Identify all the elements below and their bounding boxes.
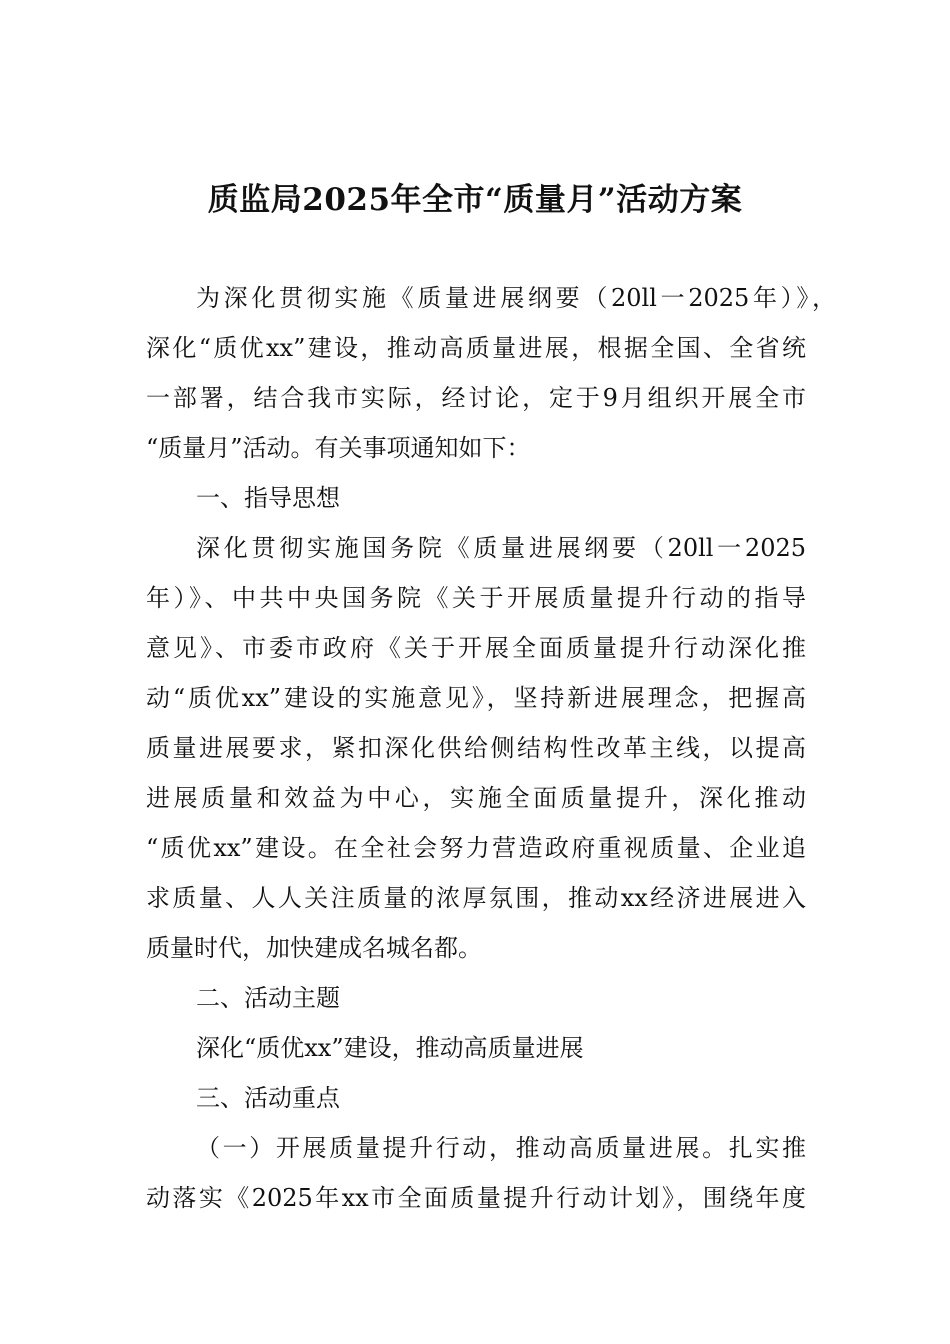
text-line: 质量时代，加快建成名城名都。 [146, 934, 482, 962]
text-line: （一）开展质量提升行动，推动高质量进展。扎实推 [196, 1134, 806, 1162]
text-line: 为深化贯彻实施《质量进展纲要（20ll一2025年）》， [196, 284, 836, 312]
text-line: 动落实《2025年xx市全面质量提升行动计划》，围绕年度 [146, 1184, 806, 1212]
section-heading: 一、指导思想 [196, 484, 340, 512]
text-line: 年）》、中共中央国务院《关于开展质量提升行动的指导 [146, 584, 806, 612]
text-line: 深化“质优xx”建设，推动高质量进展 [196, 1034, 584, 1062]
section-heading: 二、活动主题 [196, 984, 340, 1012]
text-line: “质优xx”建设。在全社会努力营造政府重视质量、企业追 [146, 834, 806, 862]
text-line: 动“质优xx”建设的实施意见》，坚持新进展理念，把握高 [146, 684, 806, 712]
text-line: “质量月”活动。有关事项通知如下： [146, 434, 531, 462]
section-heading: 三、活动重点 [196, 1084, 340, 1112]
text-line: 求质量、人人关注质量的浓厚氛围，推动xx经济进展进入 [146, 884, 806, 912]
text-line: 一部署，结合我市实际，经讨论，定于9月组织开展全市 [146, 384, 806, 412]
document-title: 质监局2025年全市“质量月”活动方案 [207, 182, 743, 218]
text-line: 深化贯彻实施国务院《质量进展纲要（20ll一2025 [196, 534, 806, 562]
text-line: 意见》、市委市政府《关于开展全面质量提升行动深化推 [146, 634, 806, 662]
text-line: 质量进展要求，紧扣深化供给侧结构性改革主线，以提高 [146, 734, 806, 762]
text-line: 深化“质优xx”建设，推动高质量进展，根据全国、全省统 [146, 334, 806, 362]
text-line: 进展质量和效益为中心，实施全面质量提升，深化推动 [146, 784, 806, 812]
